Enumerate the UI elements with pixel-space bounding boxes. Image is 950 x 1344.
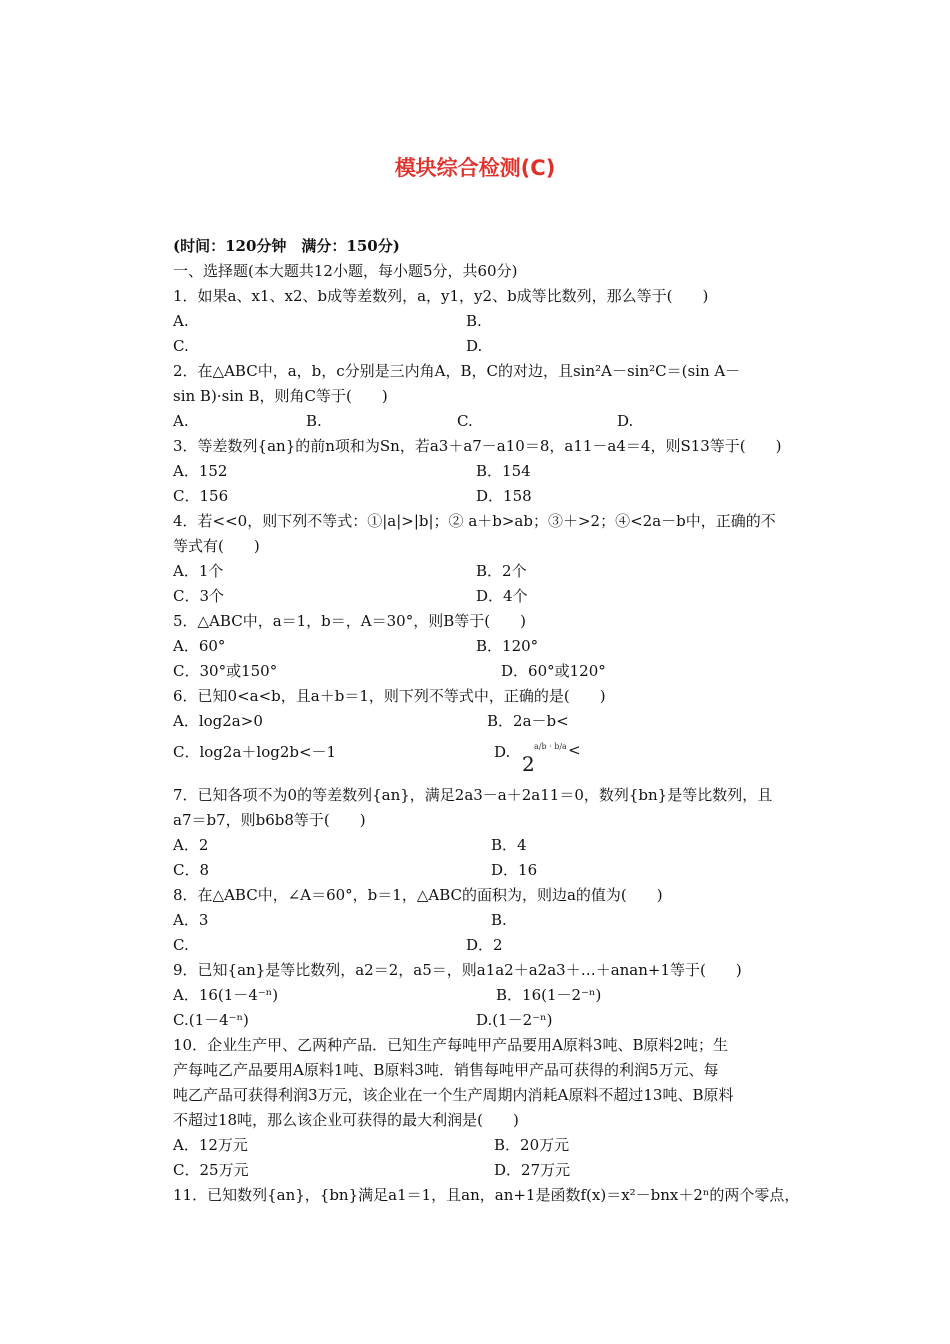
q4-option-a: A．1个 — [173, 562, 224, 580]
q2-option-d: D. — [617, 412, 634, 430]
question-11: 11．已知数列{an}，{bn}满足a1＝1，且an，an+1是函数f(x)＝x²－bnx＋2ⁿ的两个零点， — [173, 1186, 800, 1204]
question-4-line2: 等式有( ) — [173, 537, 260, 555]
q5-option-d: D．60°或120° — [501, 662, 606, 680]
q10-option-c: C．25万元 — [173, 1161, 249, 1179]
q6-option-a: A．log2a>0 — [173, 712, 263, 730]
q6-option-d: D. — [494, 743, 511, 761]
question-8: 8．在△ABC中，∠A＝60°，b＝1，△ABC的面积为，则边a的值为( ) — [173, 886, 663, 904]
question-3: 3．等差数列{an}的前n项和为Sn，若a3＋a7－a10＝8，a11－a4＝4，则S13等于( ) — [173, 437, 782, 455]
q3-option-c: C．156 — [173, 487, 229, 505]
page-title: 模块综合检测(C) — [394, 156, 556, 180]
q2-option-a: A. — [173, 412, 189, 430]
q1-option-c: C. — [173, 337, 189, 355]
question-10-line3: 吨乙产品可获得利润3万元，该企业在一个生产周期内消耗A原料不超过13吨、B原料 — [173, 1086, 734, 1104]
q10-option-b: B．20万元 — [494, 1136, 570, 1154]
q10-option-a: A．12万元 — [173, 1136, 248, 1154]
q7-option-a: A．2 — [173, 836, 209, 854]
q9-option-b: B．16(1－2⁻ⁿ) — [496, 986, 602, 1004]
question-10-line4: 不超过18吨，那么该企业可获得的最大利润是( ) — [173, 1111, 519, 1129]
section-heading: 一、选择题(本大题共12小题，每小题5分，共60分) — [173, 262, 518, 280]
q7-option-c: C．8 — [173, 861, 210, 879]
q5-option-c: C．30°或150° — [173, 662, 278, 680]
question-2-line1: 2．在△ABC中，a，b，c分别是三内角A，B，C的对边，且sin²A－sin²C＝(sin A－ — [173, 362, 741, 380]
q1-option-d: D. — [466, 337, 483, 355]
q2-option-c: C. — [457, 412, 473, 430]
question-10-line1: 10．企业生产甲、乙两种产品．已知生产每吨甲产品要用A原料3吨、B原料2吨；生 — [173, 1036, 729, 1054]
q8-option-a: A．3 — [173, 911, 209, 929]
q6-option-b: B．2a－b< — [487, 712, 569, 730]
q5-option-a: A．60° — [173, 637, 226, 655]
q4-option-c: C．3个 — [173, 587, 225, 605]
exam-meta: (时间：120分钟 满分：150分) — [173, 237, 400, 255]
q10-option-d: D．27万元 — [494, 1161, 571, 1179]
q9-option-c: C.(1－4⁻ⁿ) — [173, 1011, 249, 1029]
q8-option-d: D．2 — [466, 936, 503, 954]
q5-option-b: B．120° — [476, 637, 539, 655]
q7-option-d: D．16 — [491, 861, 538, 879]
q3-option-d: D．158 — [476, 487, 532, 505]
question-7-line2: a7＝b7，则b6b8等于( ) — [173, 811, 366, 829]
question-10-line2: 产每吨乙产品要用A原料1吨、B原料3吨．销售每吨甲产品可获得的利润5万元、每 — [173, 1061, 719, 1079]
question-7-line1: 7．已知各项不为0的等差数列{an}，满足2a3－a＋2a11＝0，数列{bn}是等比数列，且 — [173, 786, 773, 804]
question-1: 1．如果a、x1、x2、b成等差数列，a，y1，y2、b成等比数列，那么等于( ) — [173, 287, 709, 305]
question-4-line1: 4．若<<0，则下列不等式：①|a|>|b|；② a＋b>ab；③＋>2；④<2a－b中，正确的不 — [173, 512, 776, 530]
q8-option-c: C. — [173, 936, 189, 954]
question-5: 5．△ABC中，a＝1，b＝，A＝30°，则B等于( ) — [173, 612, 526, 630]
q3-option-a: A．152 — [173, 462, 228, 480]
question-2-line2: sin B)·sin B，则角C等于( ) — [173, 387, 388, 405]
q8-option-b: B. — [491, 911, 507, 929]
q4-option-d: D．4个 — [476, 587, 528, 605]
q6-option-d-exponent: a/b · b/a — [534, 742, 567, 751]
question-9: 9．已知{an}是等比数列，a2＝2，a5＝，则a1a2＋a2a3＋…＋anan+1等于( ) — [173, 961, 742, 979]
q4-option-b: B．2个 — [476, 562, 527, 580]
q9-option-a: A．16(1－4⁻ⁿ) — [173, 986, 279, 1004]
q6-option-d-tail: < — [568, 741, 581, 759]
q7-option-b: B．4 — [491, 836, 527, 854]
q2-option-b: B. — [306, 412, 322, 430]
q3-option-b: B．154 — [476, 462, 531, 480]
q6-option-d-base: 2 — [522, 752, 535, 776]
q9-option-d: D.(1－2⁻ⁿ) — [476, 1011, 553, 1029]
q1-option-a: A. — [173, 312, 189, 330]
q6-option-c: C．log2a＋log2b<－1 — [173, 743, 337, 761]
question-6: 6．已知0<a<b，且a＋b＝1，则下列不等式中，正确的是( ) — [173, 687, 606, 705]
q1-option-b: B. — [466, 312, 482, 330]
